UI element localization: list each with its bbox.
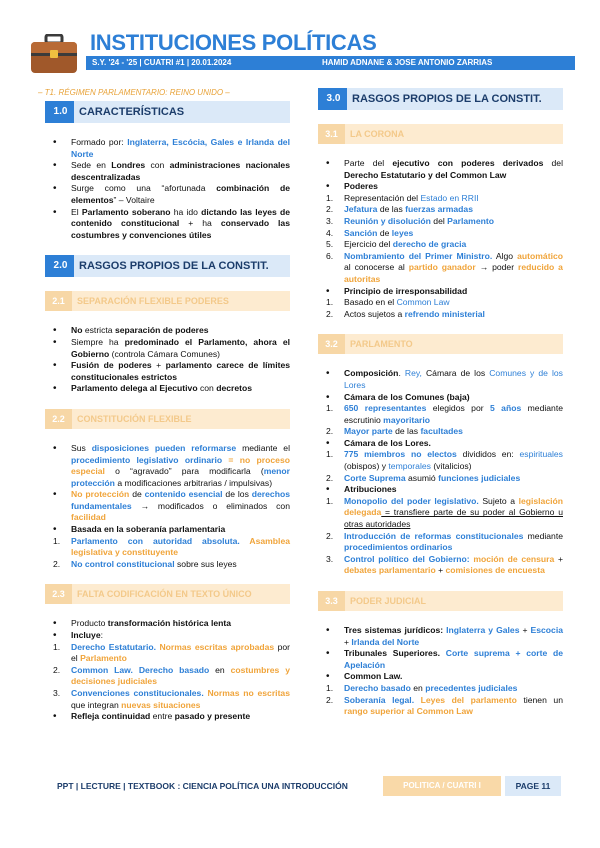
- list-item: [318, 449, 563, 472]
- section-heading: [318, 88, 563, 110]
- list-item: [318, 251, 563, 286]
- text-run: Inglaterra, Escócia, Gales e Irlanda del Norte: [71, 137, 290, 159]
- text-run: del: [430, 215, 448, 226]
- list-number: 5.: [326, 239, 334, 250]
- text-run: Common Law.: [344, 671, 403, 682]
- list-item: [45, 183, 290, 206]
- text-run: → modificados o eliminados con: [131, 500, 290, 511]
- bullet-marker: [53, 618, 57, 630]
- text-run: 775 miembros no electos: [344, 449, 457, 460]
- text-run: +: [151, 360, 166, 371]
- text-run: refrendo ministerial: [404, 308, 485, 319]
- list-item: [318, 239, 563, 251]
- list-number: 1.: [326, 495, 334, 506]
- text-run: Reunión y disolución: [344, 215, 431, 226]
- section-number: 2.0: [47, 255, 74, 277]
- text-run: procedimientos ordinarios: [344, 542, 453, 553]
- text-run: Cámara de los: [421, 368, 490, 379]
- section-title: CARACTERÍSTICAS: [79, 106, 185, 118]
- list-item: [45, 160, 290, 183]
- text-run: debates parlamentario: [344, 565, 436, 576]
- bullet-marker: [53, 383, 57, 395]
- text-run: Common Law.: [71, 664, 133, 675]
- text-run: partido ganador: [408, 262, 476, 273]
- text-run: Poderes: [344, 181, 378, 192]
- text-run: disposiciones pueden reformarse: [91, 442, 237, 453]
- subsection-heading: [45, 584, 290, 604]
- text-run: Refleja continuidad: [71, 711, 151, 722]
- text-run: → poder: [475, 262, 518, 273]
- briefcase-icon: [30, 34, 78, 74]
- bullet-marker: [53, 160, 57, 172]
- list-item: [318, 392, 563, 404]
- footer-page-number: PAGE 11: [505, 776, 561, 796]
- text-run: Atribuciones: [344, 484, 397, 495]
- list-item: [318, 438, 563, 450]
- bullet-marker: [53, 337, 57, 349]
- footer-sources: PPT | LECTURE | TEXTBOOK : CIENCIA POLÍTICA UNA INTRODUCCIÓN: [57, 781, 348, 791]
- item-list: [318, 368, 563, 577]
- text-run: Sanción: [344, 227, 378, 238]
- text-run: Mayor parte: [344, 426, 393, 437]
- list-number: 6.: [326, 250, 334, 261]
- list-item: [45, 443, 290, 489]
- text-run: Common Law: [396, 297, 450, 308]
- page-title: INSTITUCIONES POLÍTICAS: [90, 30, 377, 55]
- text-run: Control político del Gobierno:: [344, 553, 470, 564]
- text-run: contenido esencial: [144, 489, 223, 500]
- text-run: = transfiere parte de su poder al Gobierno u otras autoridades: [344, 507, 563, 530]
- text-run: combinación de elementos: [71, 183, 290, 205]
- text-run: de: [377, 227, 392, 238]
- header-meta-right: HAMID ADNANE & JOSE ANTONIO ZARRIAS: [322, 58, 493, 67]
- section-number: 3.2: [318, 334, 345, 354]
- text-run: derechos fundamentales: [71, 489, 290, 511]
- text-run: menor protección: [71, 466, 290, 488]
- text-run: funciones judiciales: [438, 472, 521, 483]
- text-run: Tres sistemas jurídicos:: [344, 625, 444, 635]
- text-run: automático: [517, 250, 563, 261]
- section-number: 2.1: [45, 291, 72, 311]
- text-run: El: [71, 206, 82, 217]
- text-run: = no proceso especial: [71, 454, 290, 477]
- text-run: Corte Suprema: [344, 472, 406, 483]
- text-run: Rey,: [404, 368, 422, 379]
- list-item: [318, 181, 563, 193]
- text-run: Comunes y de los Lores: [344, 368, 563, 390]
- right-column: [318, 88, 563, 732]
- section-title: RASGOS PROPIOS DE LA CONSTIT.: [352, 93, 542, 105]
- text-run: ejecutivo con poderes derivados: [392, 158, 544, 168]
- text-run: de las: [392, 426, 421, 437]
- text-run: divididos en:: [456, 449, 520, 460]
- list-item: [45, 642, 290, 665]
- list-number: 1.: [53, 641, 61, 652]
- text-run: 5 años: [490, 403, 522, 414]
- text-run: transformación histórica lenta: [107, 618, 232, 629]
- text-run: Escocia: [530, 625, 563, 635]
- text-run: con: [197, 383, 217, 394]
- text-run: Normas escritas aprobadas: [156, 641, 275, 652]
- page-footer: [45, 776, 560, 796]
- text-run: precedentes judiciales: [425, 682, 518, 693]
- bullet-marker: [53, 711, 57, 723]
- text-run: Fusión de poderes: [71, 360, 152, 371]
- list-item: [318, 297, 563, 309]
- text-run: facultades: [420, 426, 463, 437]
- list-item: [318, 473, 563, 485]
- text-run: Soberanía legal.: [344, 694, 415, 705]
- text-run: parlamento carece de límites constitucionales estrictos: [71, 360, 290, 382]
- list-number: 2.: [53, 558, 61, 569]
- list-item: [318, 484, 563, 496]
- text-run: reducido a autoritas: [344, 262, 563, 284]
- list-item: [45, 711, 290, 723]
- footer-course: POLITICA / CUATRI I: [383, 776, 501, 796]
- text-run: Introducción de reformas constitucionales: [344, 530, 524, 541]
- text-run: Sujeto a: [478, 495, 519, 506]
- text-run: Normas no escritas: [203, 688, 290, 698]
- text-run: Sus: [71, 442, 92, 453]
- text-run: de: [129, 489, 145, 500]
- bullet-marker: [53, 443, 57, 455]
- list-item: [318, 683, 563, 695]
- list-item: [318, 286, 563, 298]
- item-list: [45, 618, 290, 722]
- text-run: predominado el Parlamento, ahora el Gobierno: [71, 336, 290, 359]
- list-item: [45, 524, 290, 536]
- text-run: al conocerse al: [344, 262, 409, 273]
- section-title: LA CORONA: [350, 129, 405, 139]
- text-run: + ha: [179, 218, 221, 229]
- bullet-marker: [53, 207, 57, 219]
- text-run: Derecho basado: [344, 682, 411, 693]
- text-run: No control constitucional: [71, 558, 175, 569]
- section-number: 2.2: [45, 409, 72, 429]
- text-run: pasado y presente: [174, 711, 251, 722]
- text-run: procedimiento legislativo ordinario: [71, 454, 223, 465]
- list-item: [318, 625, 563, 648]
- text-run: +: [519, 625, 531, 635]
- text-run: estricta: [82, 325, 115, 336]
- list-item: [45, 665, 290, 688]
- text-run: Inglaterra y Gales: [443, 625, 520, 635]
- text-run: temporales: [388, 461, 431, 472]
- list-item: [45, 536, 290, 559]
- text-run: (controla Cámara Comunes): [109, 348, 221, 359]
- text-run: Algo: [492, 250, 518, 261]
- text-run: en: [209, 664, 231, 675]
- list-item: [318, 368, 563, 391]
- bullet-marker: [53, 137, 57, 149]
- list-item: [318, 496, 563, 531]
- list-number: 1.: [326, 682, 334, 693]
- text-run: en: [410, 682, 426, 693]
- subsection-heading: [318, 591, 563, 611]
- list-item: [318, 426, 563, 438]
- list-number: 2.: [326, 426, 334, 437]
- text-run: fuerzas armadas: [405, 204, 473, 215]
- section-title: PODER JUDICIAL: [350, 596, 427, 606]
- list-item: [45, 360, 290, 383]
- text-run: Parlamento delega al Ejecutivo: [71, 383, 198, 394]
- list-item: [45, 630, 290, 642]
- header-meta-bar: [86, 56, 575, 70]
- list-number: 3.: [326, 215, 334, 226]
- section-title: CONSTITUCIÓN FLEXIBLE: [77, 413, 192, 424]
- text-run: con: [145, 160, 170, 171]
- item-list: [318, 625, 563, 718]
- text-run: Ejercicio del: [344, 239, 393, 250]
- text-run: Representación del: [344, 192, 421, 203]
- text-run: .: [398, 368, 405, 379]
- section-heading: [45, 255, 290, 277]
- text-run: sobre sus leyes: [174, 558, 237, 569]
- text-run: Monopolio del poder legislativo.: [344, 495, 479, 506]
- text-run: No protección: [71, 489, 130, 500]
- text-run: por el: [71, 641, 290, 664]
- text-run: Derecho Estatutario.: [71, 641, 157, 652]
- list-item: [318, 531, 563, 554]
- list-number: 3.: [326, 553, 334, 564]
- text-run: del: [543, 158, 563, 168]
- bullet-marker: [326, 181, 330, 193]
- list-number: 1.: [326, 449, 334, 460]
- text-run: derecho de gracia: [392, 239, 467, 250]
- list-item: [45, 337, 290, 360]
- text-run: mayoritario: [383, 414, 430, 425]
- text-run: ” – Voltaire: [113, 194, 155, 205]
- text-run: comisiones de encuesta: [445, 565, 545, 576]
- section-title: FALTA CODIFICACIÓN EN TEXTO ÚNICO: [77, 589, 252, 600]
- text-run: Parlamento con autoridad absoluta.: [71, 535, 240, 546]
- section-number: 3.0: [320, 88, 347, 110]
- text-run: Derecho basado: [132, 664, 210, 675]
- text-run: Incluye: [71, 630, 101, 641]
- text-run: dictando las leyes de contenido constitucional: [71, 206, 291, 229]
- text-run: espirituales: [519, 449, 563, 460]
- text-run: No: [71, 325, 83, 336]
- text-run: separación de poderes: [114, 325, 209, 336]
- text-run: Tribunales Superiores.: [344, 648, 440, 659]
- bullet-marker: [326, 158, 330, 170]
- text-run: Jefatura: [344, 204, 378, 215]
- list-item: [318, 193, 563, 205]
- list-item: [318, 671, 563, 683]
- list-item: [318, 309, 563, 321]
- text-run: Corte suprema + corte de Apelación: [344, 648, 563, 670]
- header-meta-left: S.Y. '24 - '25 | CUATRI #1 | 20.01.2024: [92, 58, 232, 67]
- bullet-marker: [53, 489, 57, 501]
- bullet-marker: [326, 392, 330, 404]
- list-item: [45, 618, 290, 630]
- bullet-marker: [53, 183, 57, 195]
- text-run: costumbres y decisiones judiciales: [71, 664, 291, 687]
- list-number: 1.: [326, 403, 334, 414]
- text-run: +: [554, 553, 563, 564]
- list-number: 2.: [326, 204, 334, 215]
- list-item: [318, 158, 563, 181]
- item-list: [45, 443, 290, 571]
- list-item: [318, 695, 563, 718]
- list-number: 1.: [326, 192, 334, 203]
- text-run: nuevas situaciones: [121, 699, 201, 710]
- list-item: [45, 137, 290, 160]
- text-run: que integran: [71, 699, 122, 710]
- text-run: Formado por:: [71, 137, 128, 147]
- text-run: mediante el: [236, 442, 290, 453]
- list-number: 3.: [53, 688, 61, 698]
- subsection-heading: [318, 124, 563, 144]
- list-number: 1.: [326, 297, 334, 308]
- list-item: [318, 204, 563, 216]
- text-run: Estado en RRII: [420, 192, 479, 203]
- topic-kicker: – T1. RÉGIMEN PARLAMENTARIO: REINO UNIDO –: [38, 88, 230, 97]
- text-run: administraciones nacionales descentralizadas: [71, 160, 290, 182]
- list-number: 2.: [326, 308, 334, 319]
- text-run: tienen un: [516, 694, 563, 705]
- text-run: Sede en: [71, 160, 112, 171]
- text-run: de los: [222, 489, 252, 500]
- text-run: Siempre ha: [71, 336, 125, 347]
- list-item: [45, 688, 290, 711]
- bullet-marker: [326, 368, 330, 380]
- section-heading: [45, 101, 290, 123]
- text-run: ha ido: [170, 206, 202, 217]
- bullet-marker: [326, 286, 330, 298]
- list-item: [45, 489, 290, 524]
- list-item: [318, 228, 563, 240]
- item-list: [45, 325, 290, 395]
- text-run: entre: [150, 711, 175, 722]
- text-run: Cámara de los Lores.: [344, 437, 431, 448]
- text-run: (obispos) y: [344, 461, 389, 472]
- list-number: 1.: [53, 535, 61, 546]
- text-run: Surge como una “afortunada: [71, 183, 217, 194]
- text-run: Parlamento: [447, 215, 494, 226]
- text-run: Convenciones constitucionales.: [71, 688, 204, 698]
- bullet-marker: [53, 325, 57, 337]
- list-item: [318, 648, 563, 671]
- list-item: [45, 383, 290, 395]
- bullet-marker: [326, 484, 330, 496]
- list-number: 2.: [53, 664, 61, 675]
- subsection-heading: [45, 291, 290, 311]
- text-run: mediante: [523, 530, 563, 541]
- text-run: Asamblea legislativa y constituyente: [71, 535, 291, 558]
- text-run: o “agravado” para modificarla (: [104, 466, 264, 477]
- text-run: decretos: [216, 383, 253, 394]
- bullet-marker: [53, 630, 57, 642]
- section-number: 2.3: [45, 584, 72, 604]
- list-item: [318, 554, 563, 577]
- subsection-heading: [318, 334, 563, 354]
- text-run: :: [100, 630, 104, 641]
- section-title: SEPARACIÓN FLEXIBLE PODERES: [77, 296, 229, 307]
- bullet-marker: [326, 438, 330, 450]
- bullet-marker: [53, 524, 57, 536]
- bullet-marker: [326, 671, 330, 683]
- list-number: 2.: [326, 530, 334, 541]
- list-item: [45, 559, 290, 571]
- section-title: RASGOS PROPIOS DE LA CONSTIT.: [79, 260, 269, 273]
- text-run: Principio de irresponsabilidad: [344, 285, 468, 296]
- text-run: Basada en la soberanía parlamentaria: [71, 524, 226, 535]
- list-item: [318, 403, 563, 426]
- text-run: de las: [377, 204, 406, 215]
- text-run: +: [435, 565, 446, 576]
- text-run: Actos sujetos a: [344, 308, 405, 319]
- text-run: a modificaciones arbitrarias / impulsivas): [114, 477, 273, 488]
- text-run: moción de censura: [469, 553, 555, 564]
- list-number: 4.: [326, 227, 334, 238]
- text-run: Cámara de los Comunes (baja): [344, 391, 470, 402]
- item-list: [318, 158, 563, 320]
- section-number: 3.1: [318, 124, 345, 144]
- text-run: Derecho Estatutario y del Common Law: [344, 169, 507, 180]
- text-run: 650 representantes: [344, 403, 427, 414]
- text-run: Parlamento: [80, 653, 127, 664]
- bullet-marker: [326, 648, 330, 660]
- text-run: (vitalicios): [430, 461, 472, 472]
- text-run: Londres: [111, 160, 146, 171]
- left-column: [45, 101, 290, 737]
- list-number: 2.: [326, 472, 334, 483]
- text-run: mediante escrutinio: [344, 403, 564, 425]
- bullet-marker: [326, 625, 330, 637]
- text-run: elegidos por: [426, 403, 490, 414]
- text-run: Producto: [71, 618, 108, 629]
- text-run: asumió: [405, 472, 439, 483]
- text-run: Parte del: [344, 158, 393, 168]
- list-item: [45, 207, 290, 242]
- text-run: Leyes del parlamento: [414, 694, 517, 705]
- text-run: leyes: [391, 227, 414, 238]
- item-list: [45, 137, 290, 241]
- text-run: facilidad: [71, 512, 106, 523]
- text-run: +: [344, 636, 352, 647]
- text-run: Composición: [344, 368, 399, 379]
- list-item: [45, 325, 290, 337]
- subsection-heading: [45, 409, 290, 429]
- text-run: Irlanda del Norte: [351, 636, 420, 647]
- list-number: 2.: [326, 694, 334, 705]
- text-run: rango superior al Common Law: [344, 706, 473, 717]
- section-title: PARLAMENTO: [350, 339, 413, 350]
- text-run: Parlamento soberano: [81, 206, 171, 217]
- text-run: conservado las costumbres y convenciones útiles: [71, 218, 290, 240]
- bullet-marker: [53, 360, 57, 372]
- text-run: Nombramiento del Primer Ministro.: [344, 250, 493, 261]
- list-item: [318, 216, 563, 228]
- section-number: 1.0: [47, 101, 74, 123]
- text-run: Basado en el: [344, 297, 397, 308]
- section-number: 3.3: [318, 591, 345, 611]
- text-run: legislación delegada: [344, 495, 563, 518]
